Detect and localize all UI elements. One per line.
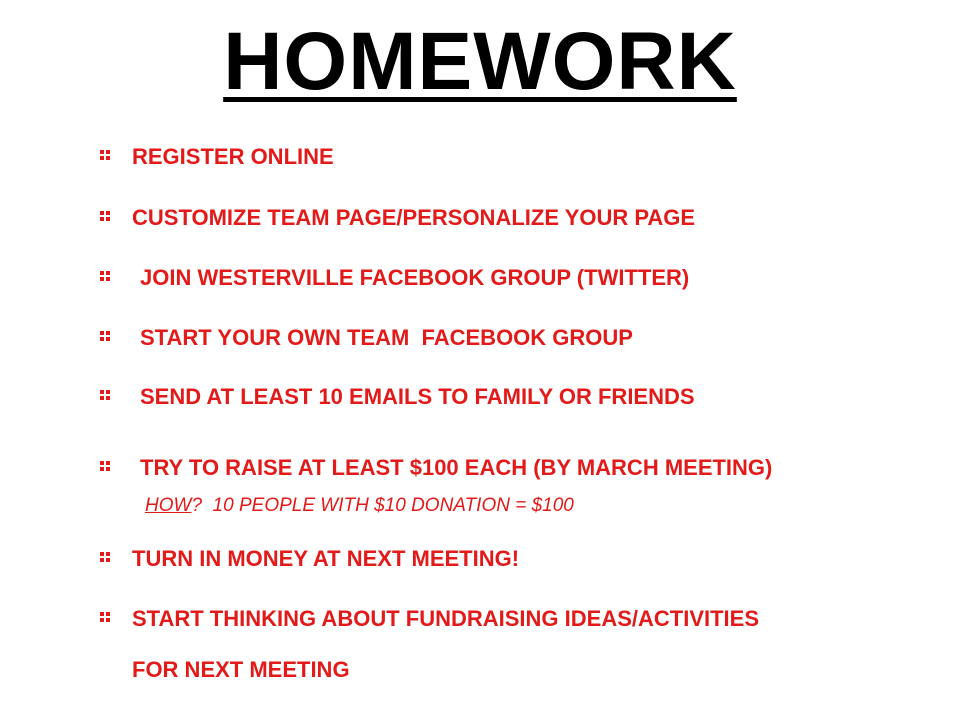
- list-item: [100, 384, 695, 410]
- list-item-text: START YOUR OWN TEAM FACEBOOK GROUP: [140, 325, 633, 350]
- list-item: [100, 455, 772, 481]
- list-item: [100, 546, 519, 572]
- list-item-text: CUSTOMIZE TEAM PAGE/PERSONALIZE YOUR PAGE: [132, 205, 696, 230]
- square-bullet-icon: [100, 331, 110, 341]
- list-item: [100, 606, 759, 632]
- how-note: [145, 494, 574, 518]
- list-item-text: REGISTER ONLINE: [132, 144, 334, 169]
- list-item: [100, 325, 633, 351]
- list-item-text: START THINKING ABOUT FUNDRAISING IDEAS/ACTIVITIES: [132, 606, 759, 631]
- square-bullet-icon: [100, 211, 110, 221]
- square-bullet-icon: [100, 552, 110, 562]
- list-item-text: SEND AT LEAST 10 EMAILS TO FAMILY OR FRIENDS: [140, 384, 695, 409]
- how-note-label: HOW: [145, 495, 192, 516]
- list-item-text: TRY TO RAISE AT LEAST $100 EACH (BY MARCH MEETING): [140, 455, 773, 480]
- square-bullet-icon: [100, 612, 110, 622]
- list-item-text: JOIN WESTERVILLE FACEBOOK GROUP (TWITTER): [140, 265, 690, 290]
- list-item-continuation: FOR NEXT MEETING: [132, 657, 350, 682]
- list-item-text: TURN IN MONEY AT NEXT MEETING!: [132, 546, 520, 571]
- square-bullet-icon: [100, 150, 110, 160]
- homework-list: [100, 0, 940, 720]
- page-title-text: HOMEWORK: [223, 16, 737, 107]
- list-item: [100, 144, 334, 170]
- square-bullet-icon: [100, 271, 110, 281]
- list-item: [100, 265, 689, 291]
- list-item: [100, 205, 695, 231]
- square-bullet-icon: [100, 461, 110, 471]
- how-note-text: ? 10 PEOPLE WITH $10 DONATION = $100: [191, 495, 574, 516]
- square-bullet-icon: [100, 390, 110, 400]
